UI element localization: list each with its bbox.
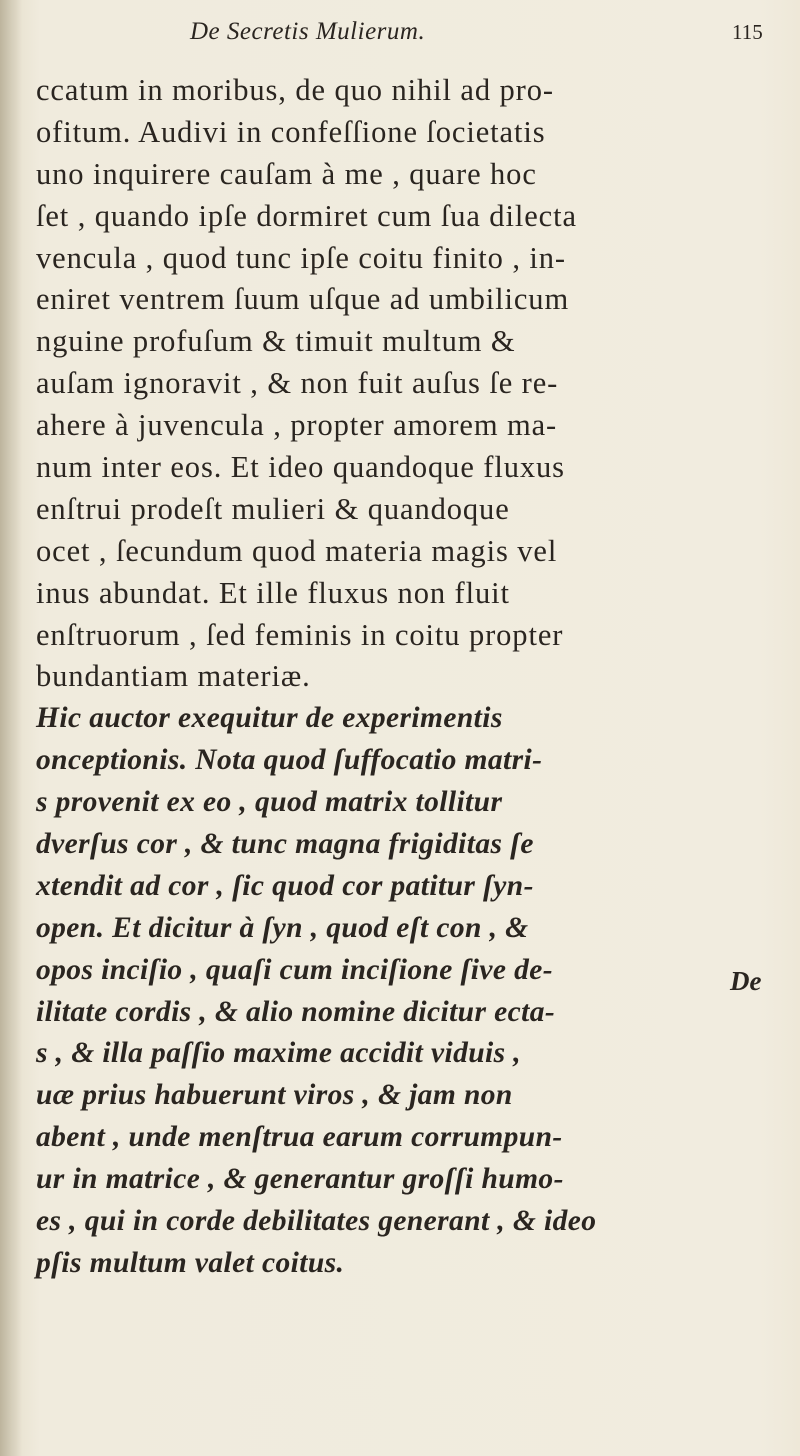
italic-line: es , qui in corde debilitates generant , & ideo [36,1205,597,1238]
italic-line: abent , unde menſtrua earum corrumpun- [36,1121,563,1154]
running-title: De Secretis Mulierum. [190,18,426,45]
page-number: 115 [732,20,763,44]
italic-line: dverſus cor , & tunc magna frigiditas ſe [36,828,534,861]
text-line: ofitum. Audivi in confeſſione ſocietatis [36,114,546,149]
text-line: vencula , quod tunc ipſe coitu finito , in- [36,240,566,275]
text-line: enſtrui prodeſt mulieri & quandoque [36,491,510,526]
text-line: num inter eos. Et ideo quandoque fluxus [36,450,565,485]
italic-line: opos inciſio , quaſi cum inciſione ſive de- [36,953,553,986]
italic-line: Hic auctor exequitur de experimentis [36,702,503,735]
catchword: De [730,966,762,996]
italic-line: pſis multum valet coitus. [36,1246,345,1279]
text-line: nguine profuſum & timuit multum & [36,324,516,359]
page-header [0,18,800,58]
italic-line: s , & illa paſſio maxime accidit viduis , [36,1037,522,1070]
body-text [36,70,776,1285]
text-line: inus abundat. Et ille fluxus non fluit [36,575,510,610]
text-line: ahere à juvencula , propter amorem ma- [36,408,558,443]
italic-line: xtendit ad cor , ſic quod cor patitur ſyn- [36,869,534,902]
italic-line: uæ prius habuerunt viros , & jam non [36,1079,513,1112]
italic-line: ilitate cordis , & alio nomine dicitur ecta- [36,995,556,1028]
text-line: bundantiam materiæ. [36,659,311,694]
text-line: eniret ventrem ſuum uſque ad umbilicum [36,282,570,317]
text-line: ocet , ſecundum quod materia magis vel [36,533,558,568]
italic-line: onceptionis. Nota quod ſuffocatio matri- [36,744,543,777]
text-line: ſet , quando ipſe dormiret cum ſua dilecta [36,198,577,233]
page-gutter-shadow [0,0,22,1456]
italic-line: s provenit ex eo , quod matrix tollitur [36,786,503,819]
italic-line: ur in matrice , & generantur groſſi humo- [36,1163,564,1196]
text-line: enſtruorum , ſed feminis in coitu propter [36,617,564,652]
text-line: ccatum in moribus, de quo nihil ad pro- [36,73,554,107]
text-line: auſam ignoravit , & non fuit auſus ſe re- [36,366,559,401]
italic-line: open. Et dicitur à ſyn , quod eſt con , & [36,911,529,944]
text-line: uno inquirere cauſam à me , quare hoc [36,156,537,191]
